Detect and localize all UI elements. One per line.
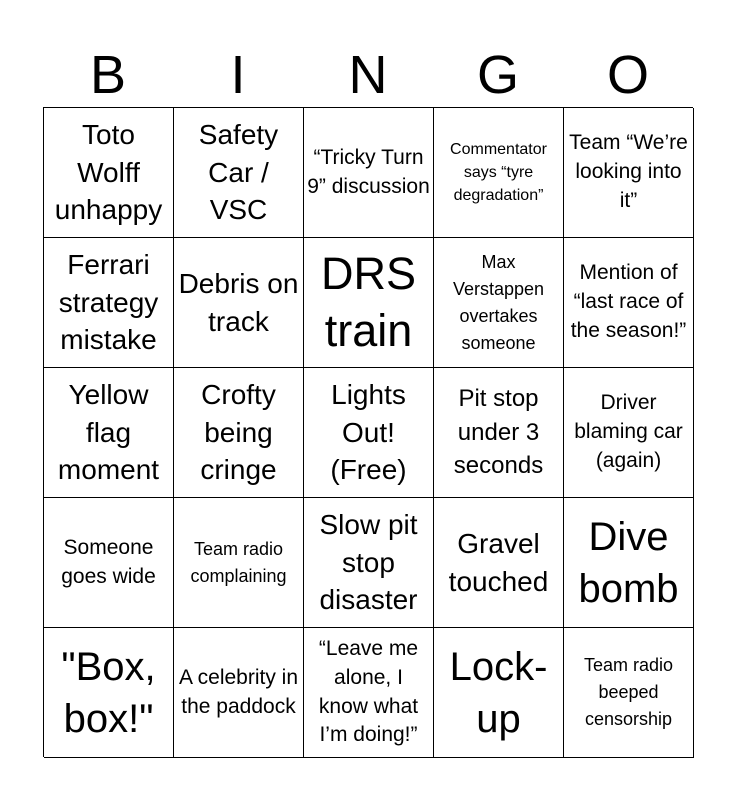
bingo-cell-r1-c2[interactable]	[174, 108, 304, 238]
bingo-card-grid	[43, 107, 693, 757]
header-letter-o: O	[606, 45, 649, 105]
bingo-cell-text: A celebrity in the paddock	[178, 665, 299, 718]
bingo-cell-r4-c4[interactable]	[434, 498, 564, 628]
bingo-cell-r2-c3[interactable]	[304, 238, 434, 368]
bingo-cell-r2-c5[interactable]	[564, 238, 694, 368]
bingo-cell-text: Team radio complaining	[190, 538, 287, 586]
bingo-cell-text: Max Verstappen overtakes someone	[452, 251, 545, 353]
bingo-cell-r3-c3[interactable]	[304, 368, 434, 498]
header-letter-i: I	[230, 45, 246, 105]
bingo-cell-r2-c4[interactable]	[434, 238, 564, 368]
bingo-cell-text: Gravel touched	[448, 527, 549, 597]
bingo-cell-r3-c5[interactable]	[564, 368, 694, 498]
bingo-cell-text: Dive bomb	[578, 514, 679, 611]
bingo-cell-text: Crofty being cringe	[200, 378, 277, 486]
bingo-cell-text: Pit stop under 3 seconds	[453, 385, 544, 480]
bingo-cell-text: Lights Out! (Free)	[330, 378, 407, 486]
bingo-cell-text: Commentator says “tyre degradation”	[450, 140, 547, 205]
bingo-cell-r3-c1[interactable]	[44, 368, 174, 498]
bingo-cell-r2-c2[interactable]	[174, 238, 304, 368]
header-letter-g: G	[476, 45, 519, 105]
bingo-cell-text: Driver blaming car (again)	[574, 391, 683, 472]
bingo-cell-text: Ferrari strategy mistake	[58, 248, 159, 356]
bingo-cell-r4-c5[interactable]	[564, 498, 694, 628]
bingo-cell-text: Team “We’re looking into it”	[569, 131, 688, 212]
bingo-cell-r3-c4[interactable]	[434, 368, 564, 498]
bingo-cell-r5-c1[interactable]	[44, 628, 174, 758]
bingo-cell-r5-c3[interactable]	[304, 628, 434, 758]
bingo-cell-r4-c2[interactable]	[174, 498, 304, 628]
bingo-cell-text: Toto Wolff unhappy	[54, 118, 163, 226]
bingo-cell-text: Lock-up	[449, 644, 548, 741]
bingo-cell-text: Safety Car / VSC	[198, 118, 279, 226]
bingo-cell-text: “Leave me alone, I know what I’m doing!”	[318, 636, 419, 747]
bingo-header	[43, 42, 693, 108]
bingo-cell-r1-c5[interactable]	[564, 108, 694, 238]
bingo-cell-r1-c4[interactable]	[434, 108, 564, 238]
header-letter-b: B	[89, 45, 127, 105]
bingo-cell-text: Slow pit stop disaster	[319, 508, 418, 616]
bingo-cell-r2-c1[interactable]	[44, 238, 174, 368]
bingo-cell-text: Mention of “last race of the season!”	[570, 261, 687, 342]
bingo-cell-r5-c2[interactable]	[174, 628, 304, 758]
header-letter-n: N	[348, 45, 388, 105]
bingo-cell-text: Team radio beeped censorship	[583, 655, 674, 729]
bingo-cell-text: Yellow flag moment	[57, 378, 160, 486]
bingo-cell-text: "Box, box!"	[61, 644, 156, 741]
bingo-cell-r3-c2[interactable]	[174, 368, 304, 498]
bingo-cell-r4-c3[interactable]	[304, 498, 434, 628]
bingo-cell-r1-c1[interactable]	[44, 108, 174, 238]
bingo-cell-text: Debris on track	[178, 267, 299, 337]
bingo-cell-r4-c1[interactable]	[44, 498, 174, 628]
bingo-cell-text: DRS train	[320, 248, 416, 356]
bingo-cell-r1-c3[interactable]	[304, 108, 434, 238]
bingo-cell-r5-c5[interactable]	[564, 628, 694, 758]
bingo-cell-text: “Tricky Turn 9” discussion	[307, 145, 430, 198]
bingo-cell-r5-c4[interactable]	[434, 628, 564, 758]
bingo-cell-text: Someone goes wide	[61, 535, 156, 588]
